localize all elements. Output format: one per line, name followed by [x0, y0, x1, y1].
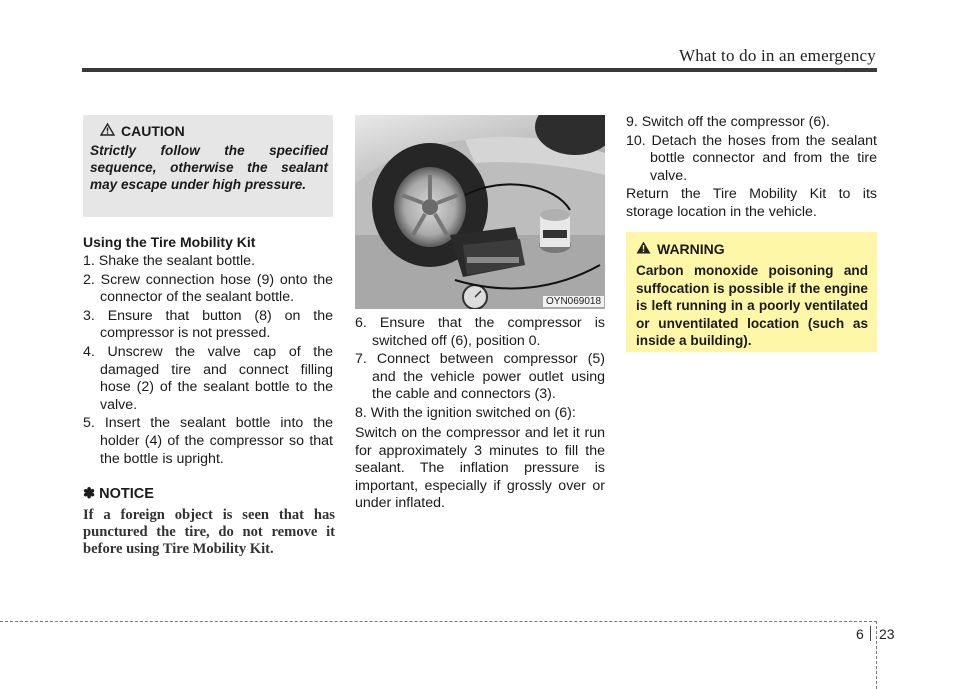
- list-item: 8. With the ignition switched on (6):: [355, 404, 576, 421]
- right-steps-list: [626, 114, 877, 186]
- footer-rule: [0, 621, 877, 622]
- right-paragraph: Return the Tire Mobility Kit to its storage location in the vehicle.: [626, 186, 877, 220]
- section-heading: Using the Tire Mobility Kit: [83, 234, 256, 250]
- notice-symbol-icon: ✽: [83, 486, 96, 502]
- caution-heading: [100, 123, 185, 139]
- list-item: 6. Ensure that the compressor is switched off (6), position 0.: [355, 315, 605, 349]
- list-item: 3. Ensure that button (8) on the compressor is not pressed.: [83, 307, 333, 342]
- caution-triangle-icon: [100, 123, 115, 139]
- middle-steps-list: [355, 315, 605, 424]
- warning-title: WARNING: [657, 241, 725, 257]
- chapter-number: 6: [856, 626, 864, 642]
- caution-text: Strictly follow the specified sequence, otherwise the sealant may escape under high pressure.: [90, 143, 328, 192]
- header-rule: [82, 68, 877, 72]
- middle-paragraph: Switch on the compressor and let it run for approximately 3 minutes to fill the sealant. The inflation pressure is important, especially if grossly over or under inflated.: [355, 425, 605, 512]
- list-item: 5. Insert the sealant bottle into the holder (4) of the compressor so that the bottle is upright.: [83, 415, 333, 467]
- list-item: 1. Shake the sealant bottle.: [83, 253, 255, 269]
- list-item: 9. Switch off the compressor (6).: [626, 114, 830, 130]
- running-header: What to do in an emergency: [678, 46, 876, 65]
- page-number-divider: [870, 626, 871, 641]
- list-item: 7. Connect between compressor (5) and the vehicle power outlet using the cable and connectors (3).: [355, 351, 605, 403]
- caution-title: CAUTION: [121, 123, 185, 139]
- notice-title: NOTICE: [99, 486, 154, 502]
- list-item: 10. Detach the hoses from the sealant bottle connector and from the tire valve.: [626, 132, 877, 184]
- left-steps-list: [83, 253, 333, 469]
- footer-vertical-rule: [876, 621, 877, 689]
- photo-code-label: OYN069018: [543, 296, 604, 307]
- notice-heading: [83, 486, 154, 502]
- tire-mobility-kit-photo: [355, 115, 605, 309]
- warning-text: Carbon monoxide poisoning and suffocation is possible if the engine is left running in a poorly ventilated or unventilated location (such as inside a building).: [636, 263, 868, 348]
- notice-text: If a foreign object is seen that has punctured the tire, do not remove it before using Tire Mobility Kit.: [83, 507, 335, 557]
- page-number: 23: [879, 626, 895, 642]
- warning-triangle-icon: [636, 241, 651, 257]
- warning-heading: [636, 241, 725, 257]
- list-item: 2. Screw connection hose (9) onto the connector of the sealant bottle.: [83, 271, 333, 306]
- list-item: 4. Unscrew the valve cap of the damaged tire and connect filling hose (2) of the sealant bottle to the valve.: [83, 343, 333, 413]
